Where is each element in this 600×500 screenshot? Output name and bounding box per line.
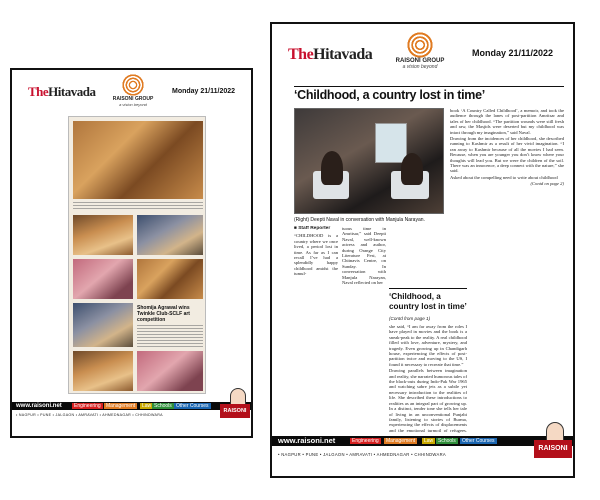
issue-date: Monday 21/11/2022 bbox=[472, 48, 554, 58]
website-link[interactable]: www.raisoni.net bbox=[278, 436, 336, 445]
art-photo-3 bbox=[73, 259, 133, 299]
article-headline: ‘Childhood, a country lost in time’ bbox=[294, 88, 485, 102]
art-photo-2 bbox=[137, 215, 203, 255]
article-column-1: ■ Staff Reporter “CHILDHOOD is a country where we once lived, a period lost in time. As far as I can recall I’ve had a splendidly happy childhood amidst the tumul- bbox=[294, 226, 338, 277]
hitavada-logo: TheHitavada bbox=[28, 84, 96, 99]
person-right bbox=[401, 153, 423, 185]
school-art-competition-clipping bbox=[68, 116, 206, 394]
deepti-naval-event-photo bbox=[294, 108, 444, 214]
footer-bar bbox=[12, 402, 251, 410]
article-body-text bbox=[137, 325, 203, 347]
art-photo-5 bbox=[73, 303, 133, 347]
headline-rule bbox=[294, 86, 564, 87]
article-headline: Shomija Agrawal wins Twinkle Club-SCLF art competition bbox=[137, 305, 190, 323]
raisoni-spiral-icon bbox=[407, 32, 433, 58]
article-column-2: tuous time in Amritsar,” said Deepti Naval, well-known actress and author, during Orange City Literature Fest, at Chitnavis Centre, on Sunday. In conversation with Manjula Narayan, Naval reflected on her bbox=[342, 226, 386, 286]
chip-management[interactable]: Management bbox=[386, 438, 416, 444]
chip-schools[interactable]: Schools bbox=[438, 438, 456, 444]
art-photo-6 bbox=[73, 351, 133, 391]
person-left bbox=[321, 151, 343, 185]
photo-caption-text bbox=[73, 202, 203, 211]
art-photo-4 bbox=[137, 259, 203, 299]
raisoni-group-logo: RAISONI GROUP a vision beyond bbox=[390, 32, 450, 70]
chip-engineering[interactable]: Engineering bbox=[74, 403, 101, 409]
footer-bar bbox=[272, 436, 573, 446]
continued-from-notice: (Contd from page 1) bbox=[389, 316, 431, 321]
art-photo-1 bbox=[73, 215, 133, 255]
dome-icon bbox=[230, 388, 246, 404]
stage-backdrop bbox=[375, 123, 407, 163]
left-footer bbox=[12, 396, 251, 436]
chip-law[interactable]: Law bbox=[142, 403, 152, 409]
photo-caption: (Right) Deepti Naval in conversation with Manjula Narayan. bbox=[294, 217, 425, 223]
continued-notice: (Contd on page 2) bbox=[530, 181, 564, 187]
chip-other-courses[interactable]: Other Courses bbox=[176, 403, 209, 409]
raisoni-badge: RAISONI bbox=[534, 440, 572, 458]
students-drawing-photo bbox=[73, 121, 203, 199]
article-column-3: book ‘A Country Called Childhood’, a memoir, and took the audience through the lanes of post-partition Amritsar and tales of her childhood. “The partition wounds were still fresh and raw, the Masjids were deserted but my childhood was intact through my imagination,” said Naval. Drawing from the incidences of her childhood, she described running to Kashmir as a result of her vivid imagination. “I ran away to Kashmir because of all the movies I had seen. Because, when you are younger you don’t know where your thoughts will lead you. But we were the children of the soil. There was an innocence, a deep connect with the nature,” she said. Asked about the compelling need to write about childhood (Contd on page 2) bbox=[450, 108, 564, 187]
raisoni-group-logo: RAISONI GROUP a vision beyond bbox=[108, 74, 158, 107]
continuation-headline: ‘Childhood, a country lost in time’ bbox=[389, 292, 467, 311]
website-link[interactable]: www.raisoni.net bbox=[16, 403, 62, 409]
right-footer bbox=[272, 432, 573, 476]
section-rule bbox=[389, 288, 467, 289]
chip-other-courses[interactable]: Other Courses bbox=[462, 438, 495, 444]
art-photo-7 bbox=[137, 351, 203, 391]
chip-law[interactable]: Law bbox=[424, 438, 434, 444]
raisoni-spiral-icon bbox=[122, 74, 144, 96]
cities-list: • NAGPUR • PUNE • JALGAON • AMRAVATI • AHMEDNAGAR • CHHINDWARA bbox=[16, 413, 163, 417]
chip-schools[interactable]: Schools bbox=[154, 403, 172, 409]
hitavada-logo: TheHitavada bbox=[288, 46, 373, 63]
issue-date: Monday 21/11/2022 bbox=[172, 88, 236, 95]
left-newspaper-page bbox=[10, 68, 253, 438]
chip-management[interactable]: Management bbox=[106, 403, 136, 409]
chip-engineering[interactable]: Engineering bbox=[352, 438, 379, 444]
raisoni-badge: RAISONI bbox=[220, 404, 250, 418]
cities-list: • NAGPUR • PUNE • JALGAON • AMRAVATI • AHMEDNAGAR • CHHINDWARA bbox=[278, 452, 447, 457]
byline: ■ Staff Reporter bbox=[294, 226, 331, 231]
right-newspaper-page bbox=[270, 22, 575, 478]
article-column-4: she said, “I am far away from the roles I have played in movies and the book is a sneak-peak to the reality. A real childhood filled with love, adventure, mystery, and tragedy. Even growing up in Chandigarh house, experiencing the effects of post-partition twice and moving to the US, I found it necessary to recreate that time.” Drawing parallels between imagination and reality, she narrated humorous tales of the black-outs during Indo-Pak War 1965 and watching sabre jets as a subtle yet necessary introduction to the realities of life. She described these introductions to realities as an integral part of growing up. In a distinct, tender tone she tells her tale of living in an unconventional Punjabi family, listening to stories of Burma, experiencing the effects of displacements and the emotional turmoil of refugees. bbox=[389, 324, 467, 433]
dome-icon bbox=[546, 422, 564, 440]
